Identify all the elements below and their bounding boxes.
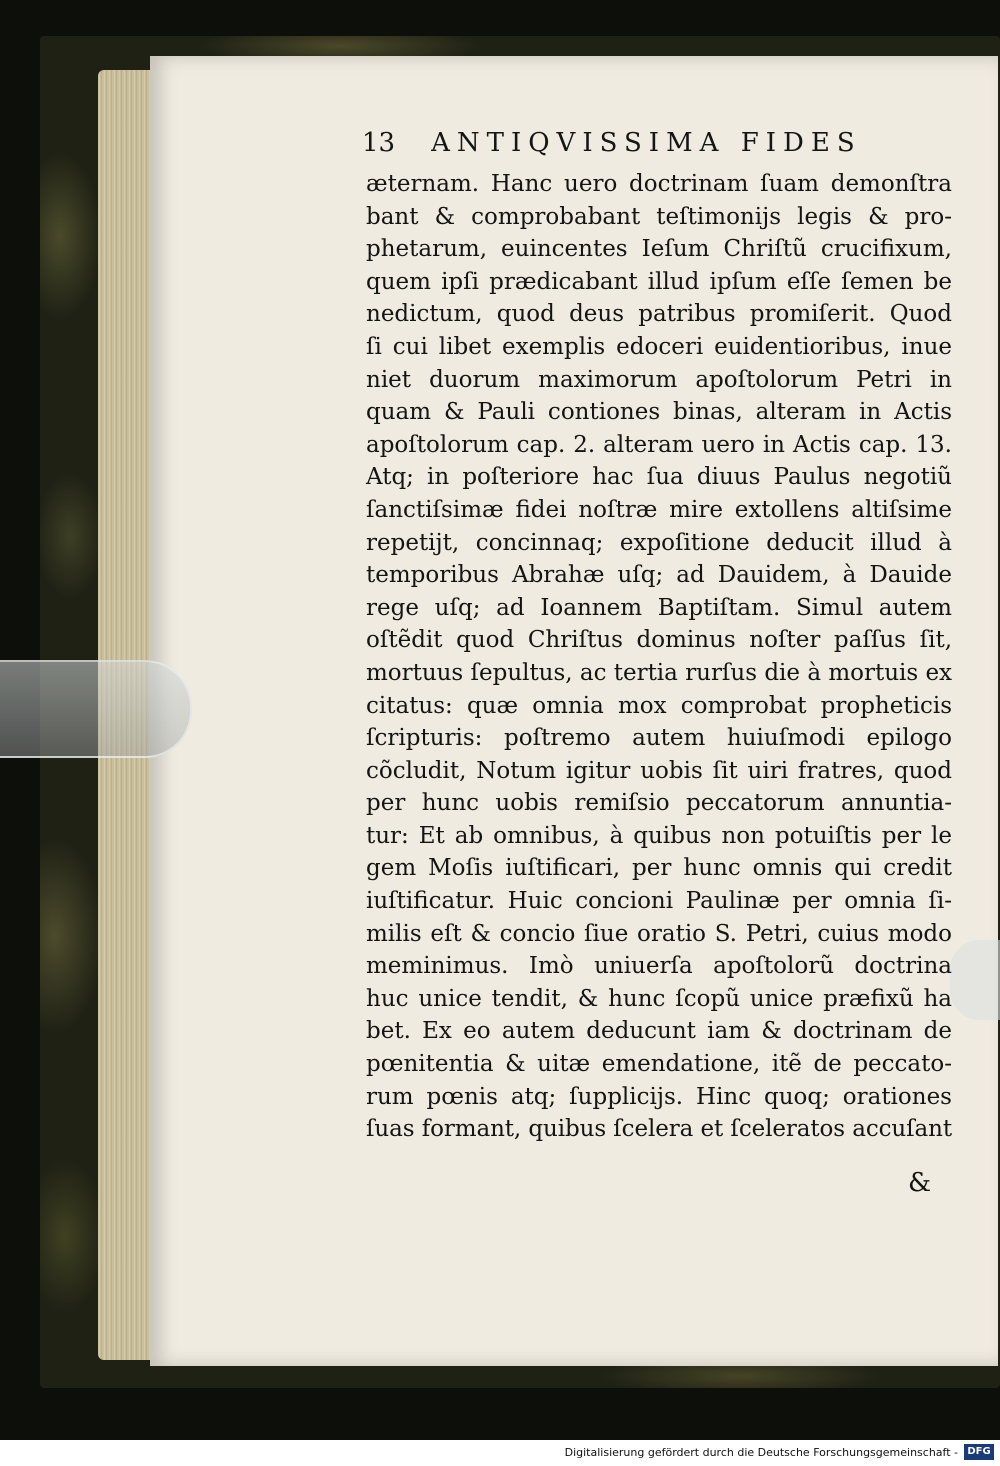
text-line: temporibus Abrahæ uſq; ad Dauidem, à Dauide [366,562,952,589]
text-line: nedictum, quod deus patribus promiſerit. Quod [366,301,952,328]
text-line: huc unice tendit, & hunc ſcopũ unice præfixũ ha [366,985,952,1012]
text-line: æternam. Hanc uero doctrinam ſuam demonſtra [366,171,952,197]
text-line: repetijt, concinnaq; expoſitione deducit illud à [366,529,952,556]
text-line: cõcludit, Notum igitur uobis ſit uiri fratres, quod [366,757,952,784]
text-line: citatus: quæ omnia mox comprobat propheticis [366,692,952,719]
text-line: apoſtolorum cap. 2. alteram uero in Actis cap. 13. [366,431,952,458]
text-line: phetarum, euincentes Ieſum Chriſtũ crucifixum, [366,236,952,263]
text-line: rege uſq; ad Ioannem Baptiſtam. Simul autem [366,594,952,621]
text-line: quam & Pauli contiones binas, alteram in Actis [366,399,952,426]
text-line: ſanctiſsimæ fidei noſtræ mire extollens altiſsime [366,496,952,523]
body-text [366,168,952,1146]
text-line: gem Moſis iuſtificari, per hunc omnis qui credit [366,855,952,882]
page-tab [950,940,1000,1020]
text-line: rum pœnis atq; ſupplicijs. Hinc quoq; orationes [366,1083,952,1110]
text-line: tur: Et ab omnibus, à quibus non potuiſtis per le [366,822,952,849]
text-line: bant & comprobabant teſtimonijs legis & pro- [366,203,952,230]
running-header [362,128,922,162]
text-line: niet duorum maximorum apoſtolorum Petri in [366,366,952,393]
text-line: quem ipſi prædicabant illud ipſum eſſe ſemen be [366,268,952,295]
running-title: ANTIQVISSIMA FIDES [431,128,862,158]
page-clip [0,660,192,758]
text-line: pœnitentia & uitæ emendatione, itẽ de peccato- [366,1051,952,1078]
text-line: oſtẽdit quod Chriſtus dominus noſter paſſus ſit, [366,627,952,654]
text-line: Atq; in poſteriore hac ſua diuus Paulus negotiũ [366,464,952,491]
footer-bar [0,1440,1000,1466]
text-line: meminimus. Imò uniuerſa apoſtolorũ doctrina [366,953,952,980]
text-line: ſcripturis: poſtremo autem huiuſmodi epilogo [366,725,952,752]
text-line: per hunc uobis remiſsio peccatorum annuntia- [366,790,952,817]
text-line: ſi cui libet exemplis edoceri euidentioribus, inue [366,333,952,360]
catchword: & [908,1168,932,1198]
text-line: iuſtificatur. Huic concioni Paulinæ per omnia ſi- [366,888,952,915]
text-line: milis eſt & concio ſiue oratio S. Petri, cuius modo [366,920,952,947]
text-line: bet. Ex eo autem deducunt iam & doctrinam de [366,1018,952,1045]
text-line: mortuus ſepultus, ac tertia rurſus die à mortuis ex [366,659,952,686]
text-line: ſuas formant, quibus ſcelera et ſceleratos accuſant [366,1116,952,1143]
folio-number: 13 [362,128,396,158]
dfg-logo: DFG [964,1444,994,1460]
funding-credit: Digitalisierung gefördert durch die Deutsche Forschungsgemeinschaft - [564,1446,958,1459]
